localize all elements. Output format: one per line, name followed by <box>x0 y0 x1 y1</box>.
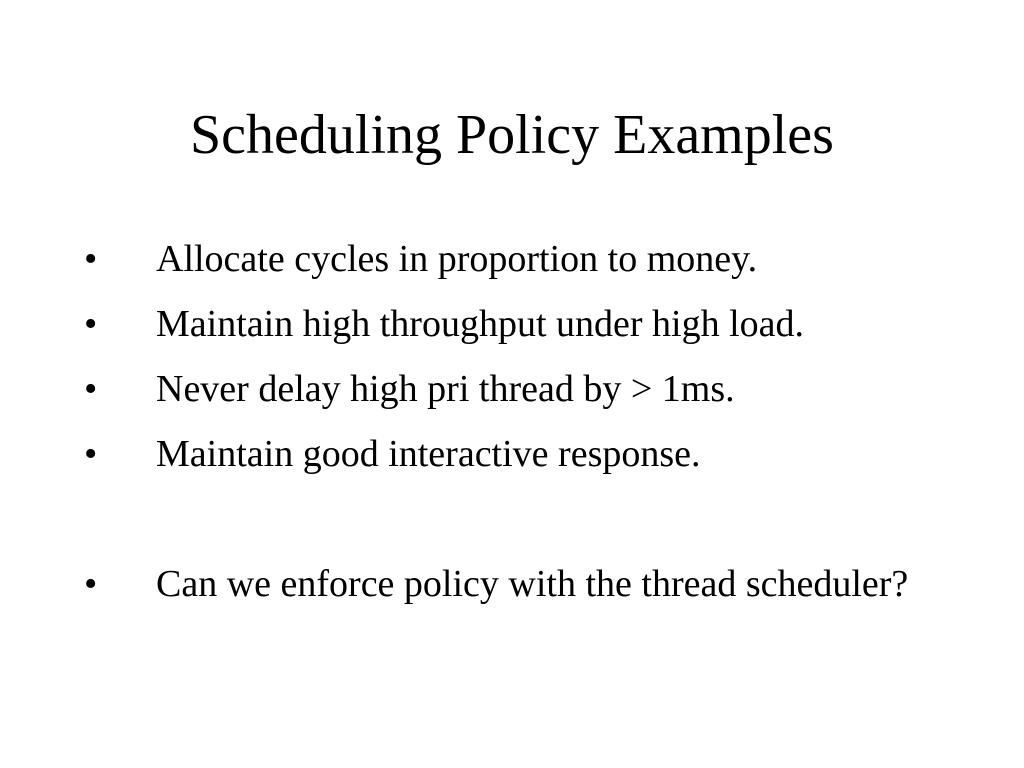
bullet-text: Maintain high throughput under high load. <box>156 303 805 345</box>
bullet-icon: • <box>84 563 98 605</box>
bullet-icon: • <box>84 238 98 280</box>
bullet-text: Never delay high pri thread by > 1ms. <box>156 368 735 410</box>
bullet-icon: • <box>84 303 98 345</box>
bullet-icon: • <box>84 368 98 410</box>
bullet-icon: • <box>84 433 98 475</box>
bullet-text: Allocate cycles in proportion to money. <box>156 238 758 280</box>
bullet-text: Can we enforce policy with the thread scheduler? <box>156 563 909 605</box>
bullet-text: Maintain good interactive response. <box>156 433 701 475</box>
slide-title: Scheduling Policy Examples <box>190 104 834 166</box>
